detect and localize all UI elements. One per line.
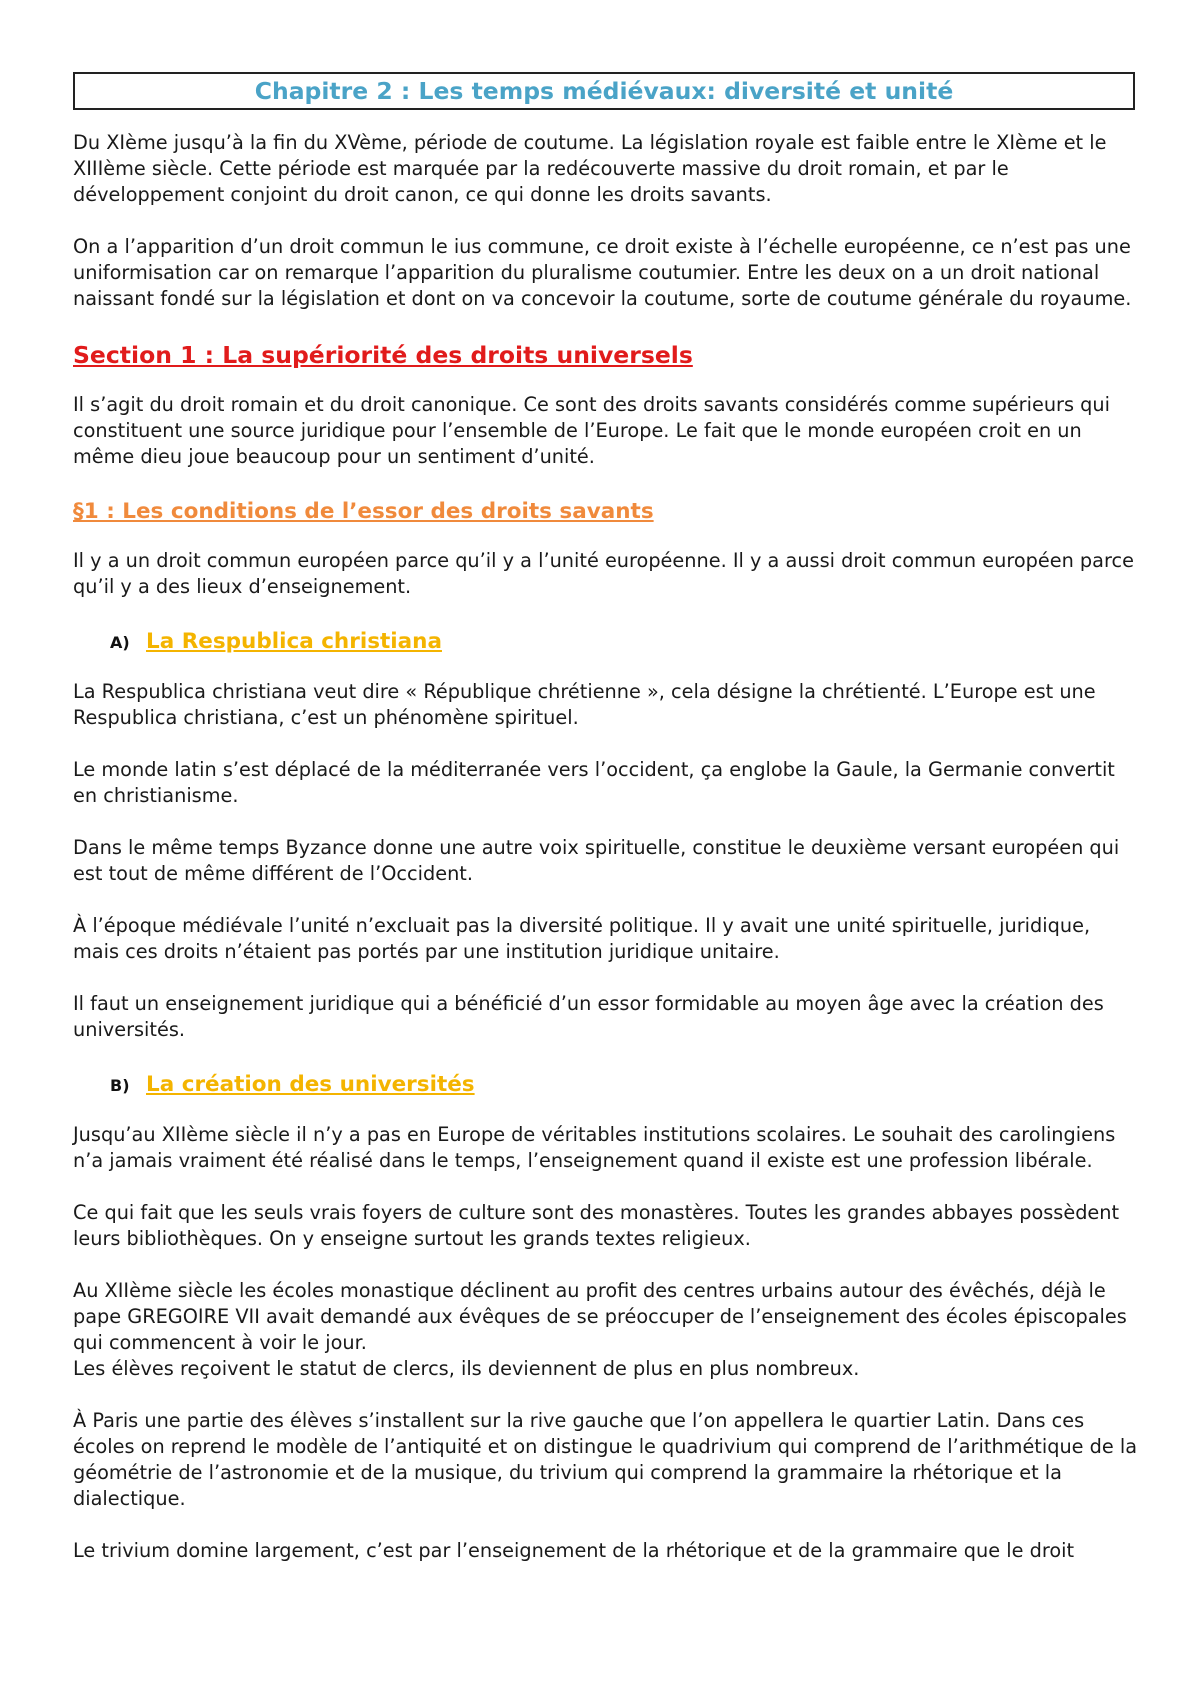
sub-a-paragraph-4: À l’époque médiévale l’unité n’excluait pas la diversité politique. Il y avait une unité spirituelle, juridique, mais ces droits n’étaient pas portés par une institution juridique unitaire. (73, 914, 1091, 963)
section-1-paragraph: Il s’agit du droit romain et du droit canonique. Ce sont des droits savants considérés comme supérieurs qui constituent une source juridique pour l’ensemble de l’Europe. Le fait que le monde européen croit en un même dieu joue beaucoup pour un sentiment d’unité. (73, 393, 1110, 468)
sub-b-paragraph-1: Jusqu’au XIIème siècle il n’y a pas en Europe de véritables institutions scolaires. Le souhait des carolingiens n’a jamais vraiment été réalisé dans le temps, l’enseignement quand il existe est une profession libérale. (73, 1123, 1116, 1172)
paragraph-1-text: Il y a un droit commun européen parce qu’il y a l’unité européenne. Il y a aussi droit commun européen parce qu’il y a des lieux d’enseignement. (73, 549, 1134, 598)
subheading-a (73, 626, 1140, 659)
sub-a-paragraph-1: La Respublica christiana veut dire « République chrétienne », cela désigne la chrétienté. L’Europe est une Respublica christiana, c’est un phénomène spirituel. (73, 680, 1096, 729)
subheading-b-title: La création des universités (146, 1072, 475, 1097)
chapter-title: Chapitre 2 : Les temps médiévaux: diversité et unité (73, 72, 1135, 110)
subheading-b-letter: B) (110, 1076, 130, 1095)
sub-b-paragraph-6: Le trivium domine largement, c’est par l’enseignement de la rhétorique et de la grammaire que le droit (73, 1539, 1075, 1562)
sub-b-paragraph-5: À Paris une partie des élèves s’installent sur la rive gauche que l’on appellera le quartier Latin. Dans ces écoles on reprend le modèle de l’antiquité et on distingue le quadrivium qui comprend de l’arithmétique de la géométrie de l’astronomie et de la musique, du trivium qui comprend la grammaire la rhétorique et la dialectique. (73, 1409, 1138, 1510)
sub-a-paragraph-2: Le monde latin s’est déplacé de la méditerranée vers l’occident, ça englobe la Gaule, la Germanie convertit en christianisme. (73, 758, 1115, 807)
section-1-title: Section 1 : La supériorité des droits universels (73, 341, 693, 369)
sub-a-paragraph-5: Il faut un enseignement juridique qui a bénéficié d’un essor formidable au moyen âge avec la création des universités. (73, 992, 1104, 1041)
paragraph-1-title: §1 : Les conditions de l’essor des droits savants (73, 499, 654, 524)
subheading-b (73, 1069, 1140, 1102)
subheading-a-title: La Respublica christiana (146, 629, 442, 654)
sub-b-paragraph-3: Au XIIème siècle les écoles monastique déclinent au profit des centres urbains autour des évêchés, déjà le pape GREGOIRE VII avait demandé aux évêques de se préoccuper de l’enseignement des écoles épiscopales qui commencent à voir le jour. (73, 1279, 1127, 1354)
sub-b-paragraph-2: Ce qui fait que les seuls vrais foyers de culture sont des monastères. Toutes les grandes abbayes possèdent leurs bibliothèques. On y enseigne surtout les grands textes religieux. (73, 1201, 1120, 1250)
sub-a-paragraph-3: Dans le même temps Byzance donne une autre voix spirituelle, constitue le deuxième versant européen qui est tout de même différent de l’Occident. (73, 836, 1120, 885)
intro-paragraph-1: Du XIème jusqu’à la fin du XVème, période de coutume. La législation royale est faible entre le XIème et le XIIIème siècle. Cette période est marquée par la redécouverte massive du droit romain, et par le développement conjoint du droit canon, ce qui donne les droits savants. (73, 131, 1107, 206)
sub-b-paragraph-4: Les élèves reçoivent le statut de clercs, ils deviennent de plus en plus nombreux. (73, 1357, 860, 1380)
subheading-a-letter: A) (110, 633, 130, 652)
intro-paragraph-2: On a l’apparition d’un droit commun le ius commune, ce droit existe à l’échelle européenne, ce n’est pas une uniformisation car on remarque l’apparition du pluralisme coutumier. Entre les deux on a un droit national naissant fondé sur la législation et dont on va concevoir la coutume, sorte de coutume générale du royaume. (73, 235, 1132, 310)
